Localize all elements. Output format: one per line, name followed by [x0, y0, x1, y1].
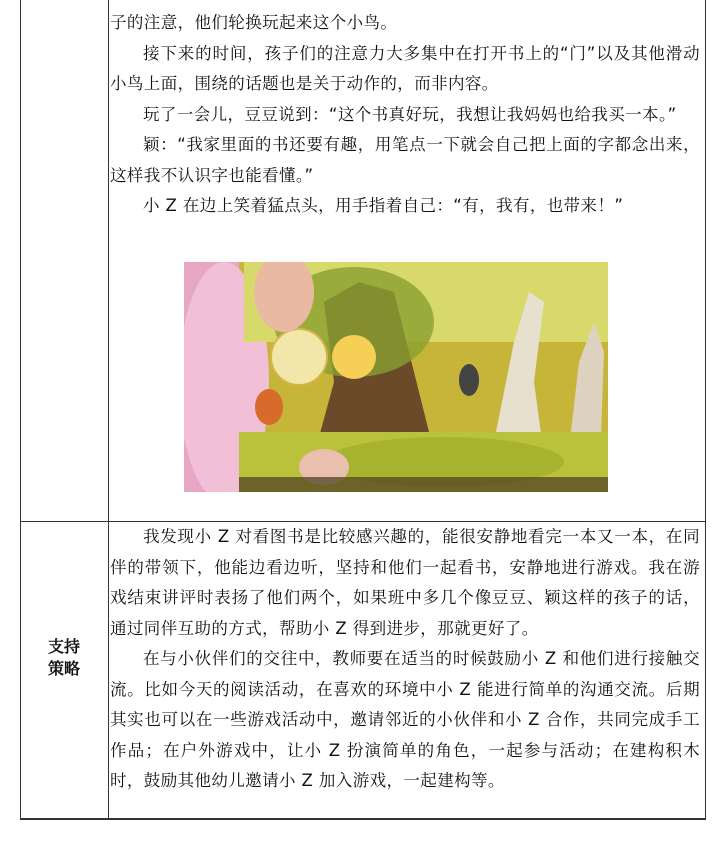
label-line: 策略 [47, 659, 80, 678]
paragraph: 我发现小 Z 对看图书是比较感兴趣的，能很安静地看完一本又一本，在同伴的带领下，他能边看边听，坚持和他们一起看书，安静地进行游戏。我在游戏结束讲评时表扬了他们两个，如果班中多几个像豆豆、颖这样的孩子的话，通过同伴互助的方式，帮助小 Z 得到进步，那就更好了。 [110, 527, 700, 638]
paragraph: 玩了一会儿，豆豆说到：“这个书真好玩，我想让我妈妈也给我买一本。” [143, 104, 677, 124]
paragraph: 接下来的时间，孩子们的注意力大多集中在打开书上的“门”以及其他滑动小鸟上面，围绕的话题也是关于动作的，而非内容。 [110, 43, 700, 93]
observation-text [110, 8, 700, 222]
picture-book-photo [184, 262, 608, 492]
section-label-support-strategy [20, 636, 108, 680]
paragraph: 颖：“我家里面的书还要有趣，用笔点一下就会自己把上面的字都念出来，这样我不认识字也能看懂。” [110, 135, 700, 185]
strategy-text [110, 522, 700, 797]
paragraph: 子的注意，他们轮换玩起来这个小鸟。 [110, 13, 398, 32]
column-divider [108, 0, 109, 820]
label-line: 支持 [47, 637, 80, 656]
paragraph: 小 Z 在边上笑着猛点头，用手指着自己：“有，我有，也带来！” [143, 196, 624, 215]
paragraph: 在与小伙伴们的交往中，教师要在适当的时候鼓励小 Z 和他们进行接触交流。比如今天的阅读活动，在喜欢的环境中小 Z 能进行简单的沟通交流。后期其实也可以在一些游戏活动中，邀请邻近的小伙伴和小 Z 合作，共同完成手工作品；在户外游戏中，让小 Z 扮演简单的角色，一起参与活动；在建构积木时，鼓励其他幼儿邀请小 Z 加入游戏，一起建构等。 [110, 649, 700, 790]
